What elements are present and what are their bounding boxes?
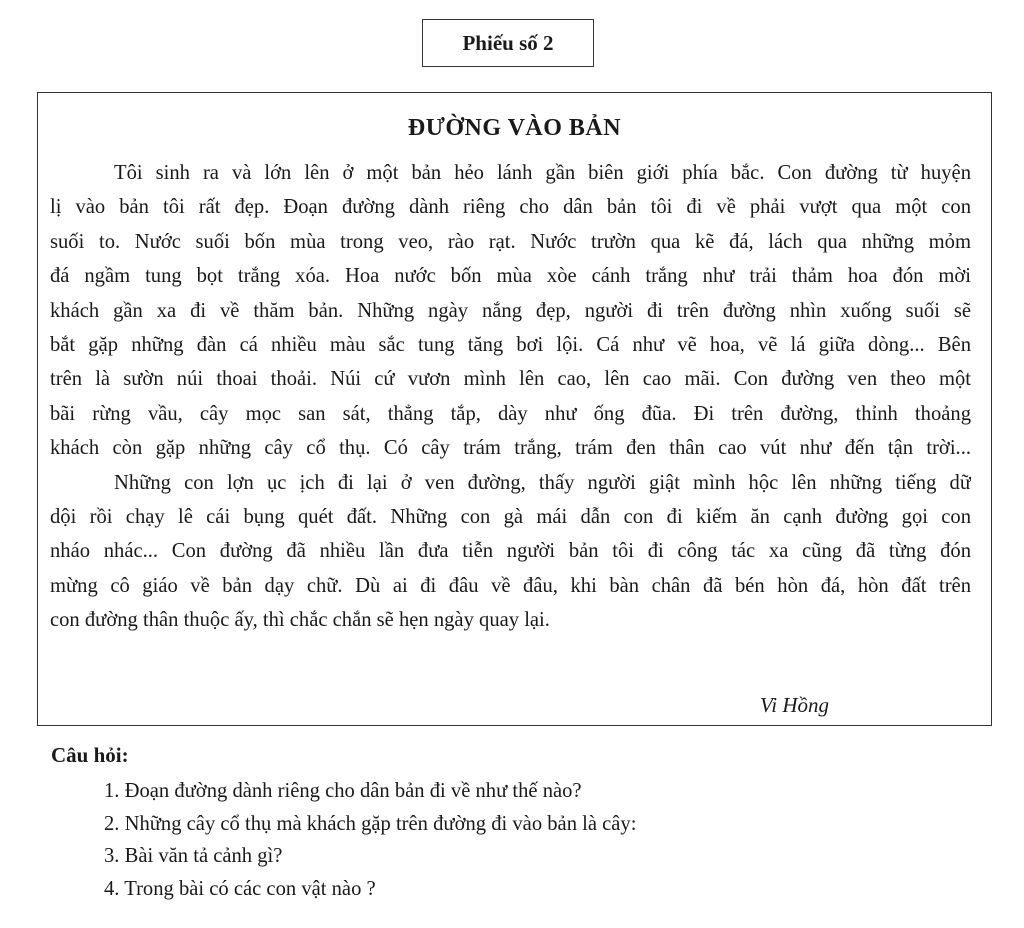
questions-heading: Câu hỏi:: [51, 743, 129, 767]
question-item: 3. Bài văn tả cảnh gì?: [104, 845, 283, 867]
story-line: lị vào bản tôi rất đẹp. Đoạn đường dành riêng cho dân bản tôi đi về phải vượt qua một con: [50, 196, 971, 219]
story-line: khách còn gặp những cây cổ thụ. Có cây trám trắng, trám đen thân cao vút như đến tận trời...: [50, 437, 971, 460]
story-line: suối to. Nước suối bốn mùa trong veo, rào rạt. Nước trườn qua kẽ đá, lách qua những mỏm: [50, 230, 971, 253]
question-item: 2. Những cây cổ thụ mà khách gặp trên đường đi vào bản là cây:: [104, 812, 637, 835]
story-line: Những con lợn ục ịch đi lại ở ven đường, thấy người giật mình hộc lên những tiếng dữ: [114, 471, 971, 494]
question-list: [104, 775, 636, 905]
story-title: ĐƯỜNG VÀO BẢN: [407, 115, 622, 141]
story-line: khách gần xa đi về thăm bản. Những ngày nắng đẹp, người đi trên đường nhìn xuống suối sẽ: [50, 299, 971, 322]
story-box: [37, 92, 992, 726]
story-line: mừng cô giáo về bản dạy chữ. Dù ai đi đâu về đâu, khi bàn chân đã bén hòn đá, hòn đất trên: [50, 574, 971, 597]
question-item: 4. Trong bài có các con vật nào ?: [104, 877, 376, 900]
story-line: trên là sườn núi thoai thoải. Núi cứ vươn mình lên cao, lên cao mãi. Con đường ven theo một: [50, 368, 971, 391]
question-item: 1. Đoạn đường dành riêng cho dân bản đi về như thế nào?: [104, 780, 582, 802]
ticket-label-box: [422, 19, 594, 67]
story-line: dội rồi chạy lê cái bụng quét đất. Những con gà mái dẫn con đi kiếm ăn cạnh đường gọi con: [50, 505, 971, 528]
story-line: bãi rừng vầu, cây mọc san sát, thẳng tắp, dày như ống đũa. Đi trên đường, thỉnh thoảng: [50, 402, 971, 425]
story-author: Vi Hồng: [759, 693, 829, 717]
story-line: nháo nhác... Con đường đã nhiều lần đưa tiễn người bản tôi đi công tác xa cũng đã từng đón: [50, 540, 971, 563]
story-line: bắt gặp những đàn cá nhiều màu sắc tung tăng bơi lội. Cá như vẽ hoa, vẽ lá giữa dòng... Bên: [50, 333, 971, 356]
ticket-label: Phiếu số 2: [462, 30, 554, 55]
story-line: đá ngầm tung bọt trắng xóa. Hoa nước bốn mùa xòe cánh trắng như trải thảm hoa đón mời: [50, 265, 971, 288]
story-line: con đường thân thuộc ấy, thì chắc chắn sẽ hẹn ngày quay lại.: [50, 609, 550, 632]
story-text: [50, 156, 971, 637]
story-line: Tôi sinh ra và lớn lên ở một bản hẻo lánh gần biên giới phía bắc. Con đường từ huyện: [114, 162, 971, 184]
